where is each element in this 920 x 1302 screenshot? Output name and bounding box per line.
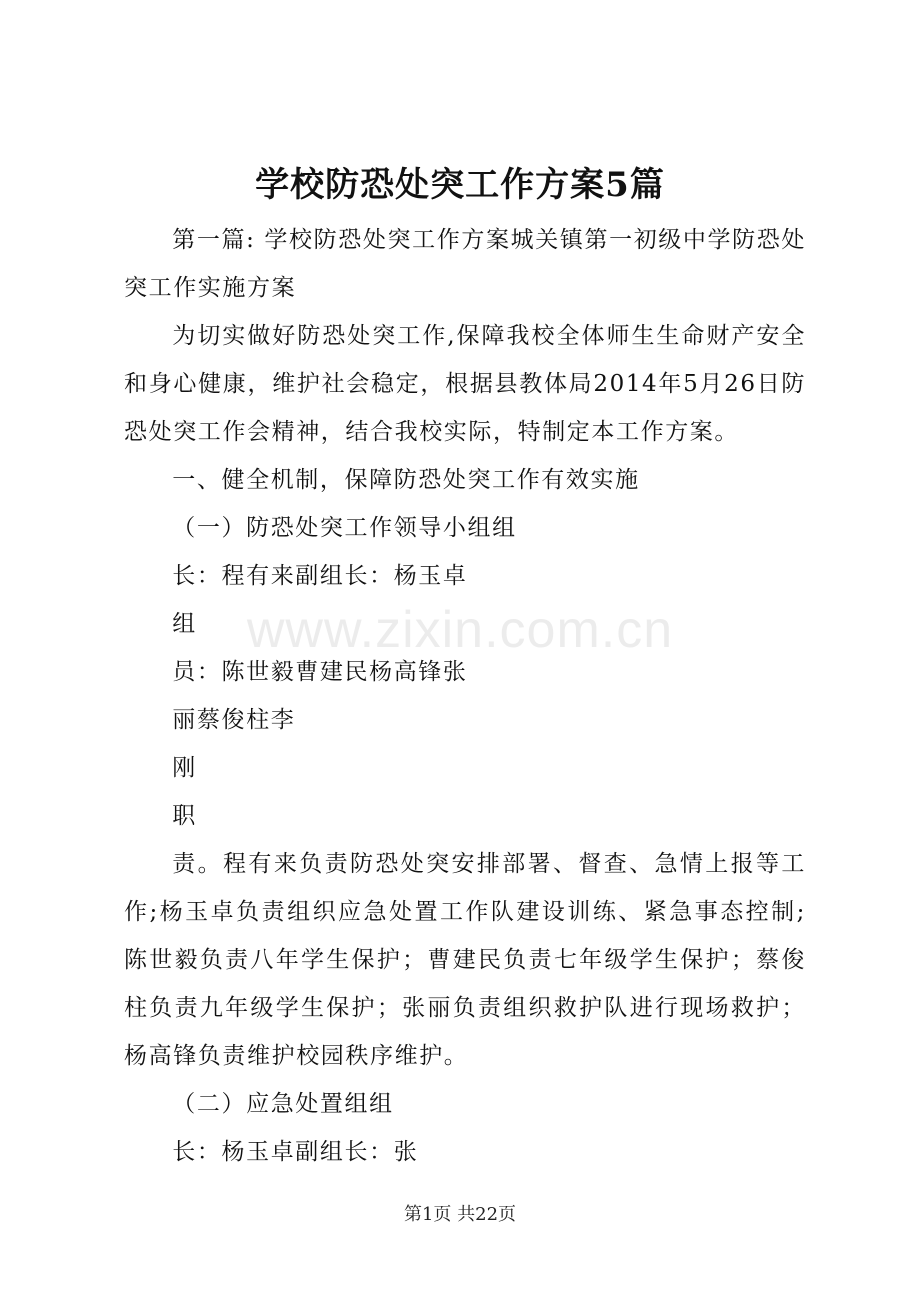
page-footer: 第1页 共22页 <box>403 1204 517 1225</box>
paragraph-8: 丽蔡俊柱李 <box>172 707 296 733</box>
paragraph-9: 刚 <box>172 755 197 781</box>
paragraph-10: 职 <box>172 803 197 829</box>
paragraph-2: 为切实做好防恐处突工作,保障我校全体师生生命财产安全和身心健康，维护社会稳定，根据县教体局2014年5月26日防恐处突工作会精神，结合我校实际，特制定本工作方案。 <box>124 323 806 445</box>
paragraph-11: 责。程有来负责防恐处突安排部署、督查、急情上报等工作;杨玉卓负责组织应急处置工作队建设训练、紧急事态控制;陈世毅负责八年学生保护；曹建民负责七年级学生保护；蔡俊柱负责九年级学生保护；张丽负责组织救护队进行现场救护；杨高锋负责维护校园秩序维护。 <box>124 851 806 1069</box>
watermark: www.zixin.com.cn <box>246 601 674 659</box>
paragraph-7: 员：陈世毅曹建民杨高锋张 <box>172 659 468 685</box>
paragraph-13: 长：杨玉卓副组长：张 <box>172 1139 419 1165</box>
paragraph-12: （二）应急处置组组 <box>172 1091 394 1117</box>
document-title: 学校防恐处突工作方案5篇 <box>255 165 665 205</box>
paragraph-6: 组 <box>172 611 197 637</box>
document-body <box>124 216 806 1176</box>
paragraph-4: （一）防恐处突工作领导小组组 <box>172 515 517 541</box>
paragraph-1: 第一篇: 学校防恐处突工作方案城关镇第一初级中学防恐处突工作实施方案 <box>124 227 806 301</box>
paragraph-3: 一、健全机制，保障防恐处突工作有效实施 <box>172 467 640 493</box>
paragraph-5: 长：程有来副组长：杨玉卓 <box>172 563 468 589</box>
